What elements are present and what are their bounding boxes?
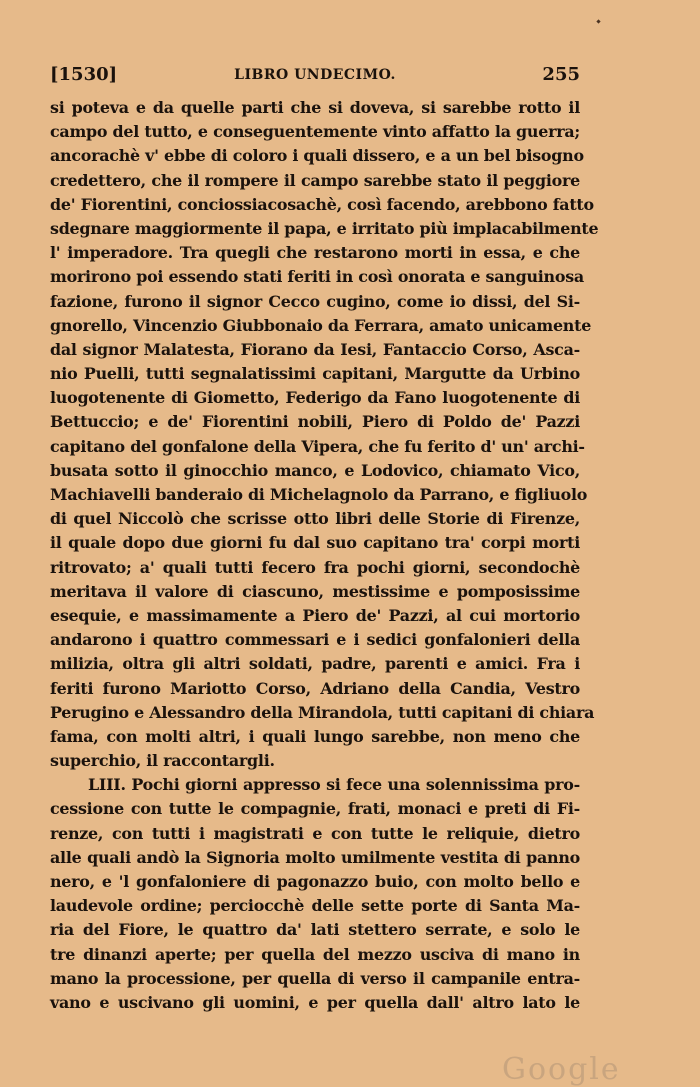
text-line: de' Fiorentini, conciossiacosachè, così facendo, arebbono fatto [50, 194, 594, 214]
text-line: feriti furono Mariotto Corso, Adriano della Candia, Vestro [50, 678, 580, 698]
paragraph-end-line: superchio, il raccontargli. [50, 751, 275, 771]
text-line: si poteva e da quelle parti che si doveva, si sarebbe rotto il [50, 98, 580, 117]
text-line: nero, e 'l gonfaloniere di pagonazzo buio, con molto bello e [50, 872, 580, 891]
text-line: luogotenente di Giometto, Federigo da Fano luogotenente di [50, 388, 580, 408]
text-line: Machiavelli banderaio di Michelagnolo da Parrano, e figliuolo [50, 485, 588, 504]
text-line: capitano del gonfalone della Vipera, che fu ferito d' un' archi- [50, 436, 585, 456]
text-line: campo del tutto, e conseguentemente vinto affatto la guerra; [50, 122, 580, 142]
text-line: andarono i quattro commessari e i sedici gonfalonieri della [50, 630, 580, 650]
text-line: fazione, furono il signor Cecco cugino, come io dissi, del Si- [50, 291, 580, 311]
text-line: l' imperadore. Tra quegli che restarono morti in essa, e che [50, 243, 580, 263]
text-line: gnorello, Vincenzio Giubbonaio da Ferrara, amato unicamente [50, 315, 592, 335]
text-line: laudevole ordine; perciocchè delle sette porte di Santa Ma- [50, 896, 580, 916]
book-title: LIBRO UNDECIMO. [234, 67, 396, 83]
text-line: Bettuccio; e de' Fiorentini nobili, Piero di Poldo de' Pazzi [50, 412, 580, 432]
year-marker: [1530] [50, 64, 118, 85]
text-line: ancorachè v' ebbe di coloro i quali dissero, e a un bel bisogno [50, 146, 584, 166]
book-page [50, 62, 599, 1015]
text-line: alle quali andò la Signoria molto umilmente vestita di panno [50, 847, 580, 867]
text-line: esequie, e massimamente a Piero de' Pazzi, al cui mortorio [50, 605, 580, 625]
google-watermark: Google [502, 1052, 621, 1087]
text-line: meritava il valore di ciascuno, mestissime e pomposissime [50, 581, 580, 601]
body-text [50, 96, 599, 1015]
text-line: busata sotto il ginocchio manco, e Lodovico, chiamato Vico, [50, 460, 580, 480]
text-line: fama, con molti altri, i quali lungo sarebbe, non meno che [50, 726, 580, 746]
text-line: renze, con tutti i magistrati e con tutte le reliquie, dietro [50, 823, 580, 843]
text-line: cessione con tutte le compagnie, frati, monaci e preti di Fi- [50, 799, 580, 819]
text-line: nio Puelli, tutti segnalatissimi capitani, Margutte da Urbino [50, 364, 580, 384]
text-line: di quel Niccolò che scrisse otto libri delle Storie di Firenze, [50, 509, 580, 529]
text-line: tre dinanzi aperte; per quella del mezzo usciva di mano in [50, 944, 580, 964]
text-line: il quale dopo due giorni fu dal suo capitano tra' corpi morti [50, 533, 580, 553]
text-line: milizia, oltra gli altri soldati, padre, parenti e amici. Fra i [50, 654, 580, 674]
margin-mark [596, 19, 600, 23]
text-line: vano e uscivano gli uomini, e per quella dall' altro lato le [50, 992, 580, 1012]
text-line: mano la processione, per quella di verso il campanile entra- [50, 968, 580, 988]
text-line: sdegnare maggiormente il papa, e irritato più implacabilmente [50, 218, 599, 238]
text-line: ria del Fiore, le quattro da' lati stettero serrate, e solo le [50, 920, 580, 940]
page-number: 255 [542, 64, 580, 85]
text-line: credettero, che il rompere il campo sarebbe stato il peggiore [50, 170, 580, 190]
text-line: ritrovato; a' quali tutti fecero fra pochi giorni, secondochè [50, 557, 580, 577]
text-line: dal signor Malatesta, Fiorano da Iesi, Fantaccio Corso, Asca- [50, 339, 580, 359]
text-line: Perugino e Alessandro della Mirandola, tutti capitani di chiara [50, 702, 595, 722]
text-line: morirono poi essendo stati feriti in così onorata e sanguinosa [50, 267, 584, 287]
running-header [50, 62, 580, 88]
section-heading-line: LIII. Pochi giorni appresso si fece una solennissima pro- [88, 775, 580, 795]
